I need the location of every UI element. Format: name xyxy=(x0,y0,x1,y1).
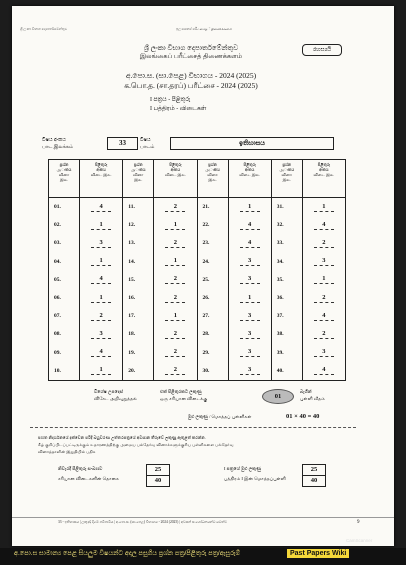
answer-value: 3 xyxy=(248,366,252,374)
answer-cell xyxy=(229,289,271,307)
answer-cell xyxy=(80,362,122,380)
instruction-line-2: கீழ் குறிப்பிடப்பட்டிருக்கும் உதாரணத்திற்கு அமைய பல்தேர்வு வினாக்களுக்குரிய புள்ளிகளை பல்தேர்வு xyxy=(38,442,234,447)
answer-cell xyxy=(229,253,271,271)
department-name-ta: இலங்கைப் பரீட்சைத் திணைக்களம் xyxy=(139,53,243,60)
answer-underline xyxy=(165,247,185,248)
question-number: 28. xyxy=(202,331,210,338)
question-number-header xyxy=(49,160,80,198)
answer-cell xyxy=(303,362,345,380)
answer-value: 4 xyxy=(248,220,252,228)
question-header-text: ප්‍රශ්න xyxy=(282,162,292,167)
answer-underline xyxy=(91,265,111,266)
answer-cell xyxy=(303,253,345,271)
question-number: 23. xyxy=(202,240,210,247)
answer-header-text: පිළිතුරු xyxy=(317,162,331,167)
answer-underline xyxy=(165,229,185,230)
question-number: 20. xyxy=(128,367,136,374)
answer-underline xyxy=(314,229,334,230)
correct-count-label-ta: சரியான விடைகளின் தொகை xyxy=(58,476,119,481)
page-footer: 33 - ඉතිහාසය | ලකුණු දීමේ පටිපාටිය | අ.පො.ස. (සා.පෙළ) විභාගය - 2024 (2025) | අවසන් සංශෝධනයන්ට යටත්ව xyxy=(58,520,227,524)
answer-underline xyxy=(91,247,111,248)
answer-value: 2 xyxy=(322,329,326,337)
answer-value: 3 xyxy=(248,275,252,283)
answer-cell xyxy=(80,216,122,234)
answer-underline xyxy=(91,211,111,212)
answer-cell xyxy=(154,362,196,380)
answer-cell xyxy=(229,216,271,234)
answer-table xyxy=(48,159,346,381)
question-number: 34. xyxy=(276,258,284,265)
special-instructions-si: විශේෂ උපදෙස් xyxy=(94,389,124,394)
answer-cell xyxy=(229,362,271,380)
answer-value: 4 xyxy=(322,366,326,374)
answer-value: 3 xyxy=(248,329,252,337)
answer-underline xyxy=(240,320,260,321)
answer-cell xyxy=(80,198,122,216)
footer-rule xyxy=(12,517,394,518)
answer-value: 4 xyxy=(99,275,103,283)
correct-count-value: 25 xyxy=(146,464,170,476)
scanner-watermark: CamScanner xyxy=(346,538,373,543)
question-number: 14. xyxy=(128,258,136,265)
answer-value: 2 xyxy=(99,311,103,319)
answer-value: 2 xyxy=(173,238,177,246)
question-number: 16. xyxy=(128,295,136,302)
answer-header-text: අංකය xyxy=(96,167,106,172)
instruction-line-1: පහත නිදර්ශනයේ දක්වෙන පරිදි බහුවරණ උත්තරපත්‍රයේ අවසාන තීරුවේ ලකුණු ඇතුළත් කරන්න. xyxy=(38,435,206,440)
question-number: 15. xyxy=(128,276,136,283)
question-number: 06. xyxy=(54,295,61,302)
question-header-text: அංකය xyxy=(130,167,146,172)
answer-number-header xyxy=(154,160,197,198)
answer-column xyxy=(80,198,123,381)
answer-header-text: விடை இல. xyxy=(239,172,260,177)
question-number-column xyxy=(271,198,302,381)
answer-value: 3 xyxy=(248,348,252,356)
answer-cell xyxy=(80,271,122,289)
answer-value: 3 xyxy=(99,329,103,337)
question-number-column xyxy=(123,198,154,381)
answer-underline xyxy=(314,265,334,266)
question-number: 09. xyxy=(54,349,61,356)
answer-header-text: පිළිතුරු xyxy=(94,162,108,167)
question-number: 32. xyxy=(276,222,284,229)
question-number-header xyxy=(271,160,302,198)
question-number: 05. xyxy=(54,276,61,283)
question-number: 38. xyxy=(276,331,284,338)
answer-value: 1 xyxy=(99,257,103,265)
answer-cell xyxy=(80,344,122,362)
per-answer-value: 01 xyxy=(262,389,294,404)
answer-value: 1 xyxy=(173,311,177,319)
answer-underline xyxy=(240,338,260,339)
answer-value: 1 xyxy=(173,257,177,265)
answer-value: 3 xyxy=(322,348,326,356)
question-number: 03. xyxy=(54,240,61,247)
question-number: 31. xyxy=(276,204,284,211)
answer-number-header xyxy=(302,160,345,198)
answer-underline xyxy=(165,283,185,284)
answer-value: 2 xyxy=(322,293,326,301)
subject-name-label-ta: பாடம் xyxy=(140,145,155,150)
question-number: 13. xyxy=(128,240,136,247)
answer-underline xyxy=(314,374,334,375)
answer-header-text: අංකය xyxy=(170,167,181,172)
answer-number-header xyxy=(228,160,271,198)
question-number: 24. xyxy=(202,258,210,265)
paper-total-value: 25 xyxy=(302,464,326,476)
answer-underline xyxy=(314,302,334,303)
question-header-text: இல. xyxy=(59,177,69,182)
question-number: 39. xyxy=(276,349,284,356)
answer-cell xyxy=(303,271,345,289)
instruction-line-3: வினாத்தாளின் இறுதியில் பதிக xyxy=(38,449,96,454)
answer-cell xyxy=(303,198,345,216)
question-number: 37. xyxy=(276,313,284,320)
answer-header-text: පිළිතුරු xyxy=(243,162,256,167)
question-number: 22. xyxy=(202,222,210,229)
paper-total-value-2: 40 xyxy=(302,475,326,487)
answer-header-text: අංකය xyxy=(244,167,255,172)
question-header-text: அංකය xyxy=(56,167,72,172)
answer-header-text: අංකය xyxy=(319,167,329,172)
exam-title-ta: க.பொ.த. (சா.தரப்) பரீட்சை - 2024 (2025) xyxy=(124,81,258,90)
answer-underline xyxy=(314,283,334,284)
answer-underline xyxy=(314,320,334,321)
answer-column xyxy=(228,198,271,381)
question-number: 17. xyxy=(128,313,136,320)
answer-underline xyxy=(240,211,260,212)
answer-value: 1 xyxy=(322,275,326,283)
question-header-text: இல. xyxy=(208,177,217,182)
answer-underline xyxy=(240,283,260,284)
answer-cell xyxy=(80,325,122,343)
answer-underline xyxy=(240,265,260,266)
paper-title-si: I පත්‍රය - පිළිතුරු xyxy=(150,97,191,103)
answer-value: 1 xyxy=(322,202,326,210)
department-name-si: ශ්‍රී ලංකා විභාග දෙපාර්තමේන්තුව xyxy=(143,44,239,52)
question-number: 02. xyxy=(54,222,61,229)
subject-number: 33 xyxy=(107,137,138,150)
answer-underline xyxy=(165,338,185,339)
answer-cell xyxy=(154,198,196,216)
answer-value: 1 xyxy=(99,220,103,228)
answer-value: 4 xyxy=(99,348,103,356)
answer-cell xyxy=(154,307,196,325)
question-number: 36. xyxy=(276,295,284,302)
answer-cell xyxy=(229,307,271,325)
answer-value: 2 xyxy=(173,348,177,356)
answer-column xyxy=(302,198,345,381)
question-header-text: வினா xyxy=(58,172,70,177)
total-formula: 01 × 40 = 40 xyxy=(286,413,320,420)
answer-header-text: விடை இல. xyxy=(90,172,112,177)
question-number-header xyxy=(197,160,228,198)
question-number: 33. xyxy=(276,240,284,247)
page-number: 9 xyxy=(357,520,360,525)
answer-value: 1 xyxy=(99,293,103,301)
answer-value: 2 xyxy=(322,238,326,246)
answer-underline xyxy=(165,374,185,375)
answer-underline xyxy=(240,247,260,248)
question-number: 08. xyxy=(54,331,61,338)
answer-cell xyxy=(80,253,122,271)
corner-header: ශ්‍රී ලංකා විභාග දෙපාර්තමේන්තුව xyxy=(20,27,68,31)
answer-cell xyxy=(154,289,196,307)
answer-underline xyxy=(165,211,185,212)
answer-value: 3 xyxy=(322,257,326,265)
answer-cell xyxy=(229,198,271,216)
answer-value: 3 xyxy=(248,257,252,265)
subject-name-label-si: විෂය xyxy=(140,138,151,143)
answer-value: 1 xyxy=(248,202,252,210)
question-number: 04. xyxy=(54,258,61,265)
answer-underline xyxy=(91,374,111,375)
answer-underline xyxy=(165,265,185,266)
answer-underline xyxy=(165,302,185,303)
answer-underline xyxy=(314,247,334,248)
answer-underline xyxy=(91,338,111,339)
answer-cell xyxy=(80,234,122,252)
subject-number-label-ta: பாட இலக்கம் xyxy=(42,145,73,150)
correct-count-value-2: 40 xyxy=(146,475,170,487)
question-number: 29. xyxy=(202,349,210,356)
question-number: 26. xyxy=(202,295,210,302)
question-header-text: ප්‍රශ්න xyxy=(59,162,69,167)
paper-total-label-ta: பத்திரம் I இன் மொத்தப்புள்ளி xyxy=(224,476,286,481)
restricted-label: රහස්‍යයි xyxy=(302,44,342,56)
marks-each-ta: புள்ளி வீதம் xyxy=(300,396,325,401)
subject-name: ඉතිහාසය xyxy=(170,137,334,150)
answer-underline xyxy=(91,283,111,284)
question-header-text: வினா xyxy=(281,172,293,177)
past-papers-wiki-link[interactable]: Past Papers Wiki xyxy=(287,549,349,558)
answer-underline xyxy=(240,374,260,375)
answer-header-text: விடை இல. xyxy=(165,172,186,177)
question-number: 27. xyxy=(202,313,210,320)
exam-title-si: අ.පො.ස. (සා.පෙළ) විභාගය - 2024 (2025) xyxy=(125,71,257,80)
promo-banner-text: අ.පො.ස සාමාන්‍ය පෙළ සියලුම විෂයන්ට අදාල පසුගිය ප්‍රශ්න පත්‍ර/පිළිතුරු පත්‍ර/ඇසුරුම් xyxy=(14,550,241,557)
question-header-text: இல. xyxy=(134,177,143,182)
answer-cell xyxy=(303,216,345,234)
answer-underline xyxy=(91,356,111,357)
answer-underline xyxy=(240,356,260,357)
answer-underline xyxy=(165,356,185,357)
question-number-column xyxy=(49,198,80,381)
answer-cell xyxy=(229,325,271,343)
answer-column xyxy=(154,198,197,381)
answer-underline xyxy=(240,302,260,303)
answer-cell xyxy=(303,234,345,252)
answer-cell xyxy=(229,271,271,289)
answer-value: 2 xyxy=(173,329,177,337)
question-header-text: ප්‍රශ්න xyxy=(133,162,143,167)
exam-code: ඉලංකෛප් පරීட்சைத් திணைக்களம் xyxy=(176,27,233,31)
answer-underline xyxy=(314,338,334,339)
total-marks-label: මුළු ලකුණු / மொத்தப் புள்ளிகள் xyxy=(188,414,252,419)
question-number: 11. xyxy=(128,204,135,211)
answer-value: 4 xyxy=(322,220,326,228)
answer-header-text: விடை இல. xyxy=(313,172,335,177)
answer-underline xyxy=(91,320,111,321)
question-header-text: வினா xyxy=(132,172,144,177)
answer-underline xyxy=(165,320,185,321)
answer-value: 3 xyxy=(248,311,252,319)
answer-cell xyxy=(80,307,122,325)
question-number: 30. xyxy=(202,367,210,374)
per-answer-label-si: එක් පිළිතුරකට ලකුණු xyxy=(160,389,202,394)
question-header-text: ප්‍රශ්න xyxy=(208,162,217,167)
question-header-text: அංකය xyxy=(279,167,295,172)
question-number: 18. xyxy=(128,331,136,338)
answer-underline xyxy=(240,229,260,230)
question-number: 25. xyxy=(202,276,210,283)
per-answer-label-ta: ஒரு சரியான விடைக்கு xyxy=(160,396,208,401)
question-number-column xyxy=(197,198,228,381)
question-number: 35. xyxy=(276,276,284,283)
answer-underline xyxy=(314,211,334,212)
special-instructions-ta: விசேட அறிவுறுத்தல் xyxy=(94,396,137,401)
answer-cell xyxy=(154,325,196,343)
answer-number-header xyxy=(80,160,123,198)
answer-value: 4 xyxy=(322,311,326,319)
question-number: 19. xyxy=(128,349,136,356)
question-number: 21. xyxy=(202,204,210,211)
answer-cell xyxy=(303,307,345,325)
question-number-header xyxy=(123,160,154,198)
answer-cell xyxy=(154,216,196,234)
marks-each-si: බැගින් xyxy=(300,389,312,394)
divider xyxy=(30,427,356,428)
answer-cell xyxy=(303,344,345,362)
question-header-text: வினா xyxy=(207,172,218,177)
answer-underline xyxy=(91,302,111,303)
answer-underline xyxy=(314,356,334,357)
answer-value: 2 xyxy=(173,366,177,374)
answer-value: 2 xyxy=(173,202,177,210)
answer-cell xyxy=(154,344,196,362)
question-number: 40. xyxy=(276,367,284,374)
correct-count-label-si: නිවැරදි පිළිතුරු සංඛ්‍යාව xyxy=(58,466,103,471)
question-header-text: இல. xyxy=(282,177,291,182)
question-header-text: அංකය xyxy=(205,167,220,172)
answer-value: 2 xyxy=(173,293,177,301)
question-number: 01. xyxy=(54,204,61,211)
answer-cell xyxy=(154,234,196,252)
answer-value: 4 xyxy=(99,202,103,210)
question-number: 07. xyxy=(54,313,61,320)
paper-total-label-si: I පත්‍රයේ මුළු ලකුණු xyxy=(224,466,262,471)
subject-number-label-si: විෂය අංකය xyxy=(42,138,66,143)
answer-value: 3 xyxy=(99,238,103,246)
answer-cell xyxy=(303,325,345,343)
answer-value: 4 xyxy=(248,238,252,246)
question-number: 10. xyxy=(54,367,61,374)
question-number: 12. xyxy=(128,222,136,229)
answer-underline xyxy=(91,229,111,230)
paper-title-ta: I பத்திரம் - விடைகள் xyxy=(150,106,207,112)
answer-value: 2 xyxy=(173,275,177,283)
answer-cell xyxy=(80,289,122,307)
answer-value: 1 xyxy=(173,220,177,228)
answer-cell xyxy=(154,271,196,289)
answer-value: 1 xyxy=(99,366,103,374)
answer-header-text: පිළිතුරු xyxy=(169,162,182,167)
answer-cell xyxy=(229,234,271,252)
answer-value: 1 xyxy=(248,293,252,301)
answer-cell xyxy=(303,289,345,307)
answer-cell xyxy=(229,344,271,362)
answer-cell xyxy=(154,253,196,271)
